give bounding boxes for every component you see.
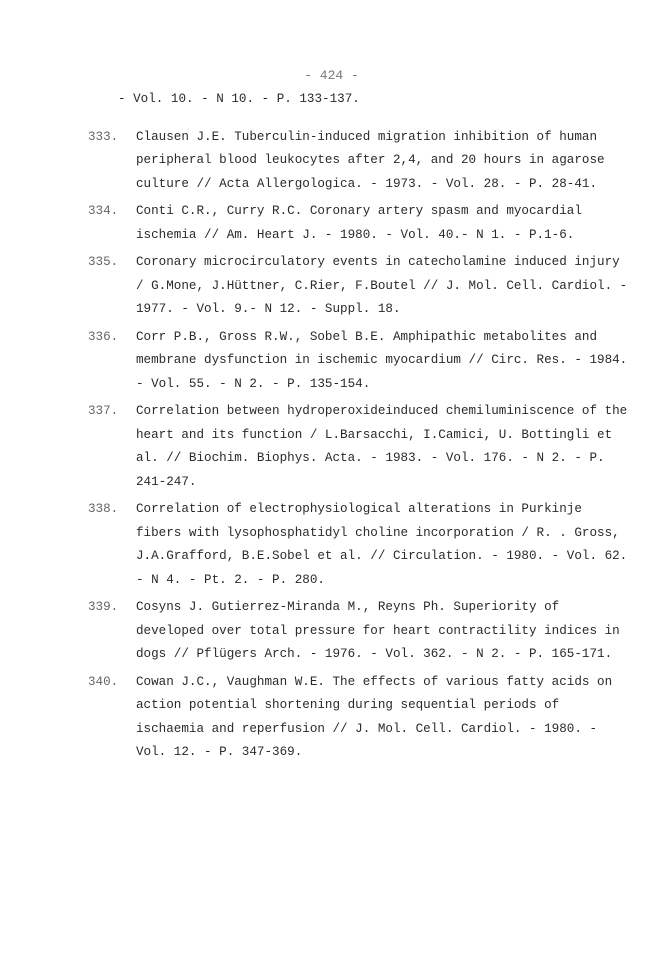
reference-item	[88, 400, 635, 494]
reference-number: 335.	[88, 255, 119, 269]
reference-number: 338.	[88, 502, 119, 516]
reference-item	[88, 200, 632, 247]
reference-text: Corr P.B., Gross R.W., Sobel B.E. Amphipathic metabolites and membrane dysfunction in ischemic myocardium // Circ. Res. - 1984. - Vol. 55. - N 2. - P. 135-154.	[136, 329, 635, 391]
reference-continuation	[112, 88, 632, 112]
reference-item	[88, 251, 635, 322]
continuation-text: - Vol. 10. - N 10. - P. 133-137.	[118, 92, 360, 106]
page-number: - 424 -	[304, 68, 359, 83]
reference-text: Coronary microcirculatory events in catecholamine induced injury / G.Mone, J.Hüttner, C.Rier, F.Boutel // J. Mol. Cell. Cardiol. - 1977. - Vol. 9.- N 12. - Suppl. 18.	[136, 255, 635, 316]
reference-text: Correlation between hydroperoxideinduced chemiluminiscence of the heart and its function / L.Barsacchi, I.Camici, U. Bottingli et al. // Biochim. Biophys. Acta. - 1983. - Vol. 176. - N 2. - P. 241-247.	[136, 404, 635, 489]
reference-number: 334.	[88, 204, 119, 218]
reference-number: 337.	[88, 404, 119, 418]
reference-text: Conti C.R., Curry R.C. Coronary artery spasm and myocardial ischemia // Am. Heart J. - 1980. - Vol. 40.- N 1. - P.1-6.	[136, 204, 590, 242]
reference-number: 333.	[88, 129, 119, 144]
reference-text: Cowan J.C., Vaughman W.E. The effects of various fatty acids on action potential shortening during sequential periods of ischaemia and reperfusion // J. Mol. Cell. Cardiol. - 1980. - Vol. 12. - P. 347-369.	[136, 674, 620, 759]
reference-text: Cosyns J. Gutierrez-Miranda M., Reyns Ph. Superiority of developed over total pressure for heart contractility indices in dogs // Pflügers Arch. - 1976. - Vol. 362. - N 2. - P. 165-171.	[136, 600, 628, 661]
reference-text: Clausen J.E. Tuberculin-induced migration inhibition of human peripheral blood leukocytes after 2,4, and 20 hours in agarose culture // Acta Allergologica. - 1973. - Vol. 28. - P. 28-41.	[136, 129, 613, 191]
reference-item	[88, 596, 632, 667]
reference-text: Correlation of electrophysiological alterations in Purkinje fibers with lysophosphatidyl choline incorporation / R. . Gross, J.A.Grafford, B.E.Sobel et al. // Circulation. - 1980. - Vol. 62. - N 4. - Pt. 2. - P. 280.	[136, 502, 635, 587]
reference-number: 336.	[88, 329, 119, 344]
reference-number: 339.	[88, 600, 119, 614]
reference-item	[88, 126, 632, 197]
reference-list	[88, 88, 635, 769]
reference-item	[88, 498, 635, 592]
reference-item	[88, 326, 635, 397]
reference-item	[88, 671, 632, 765]
reference-number: 340.	[88, 674, 119, 689]
